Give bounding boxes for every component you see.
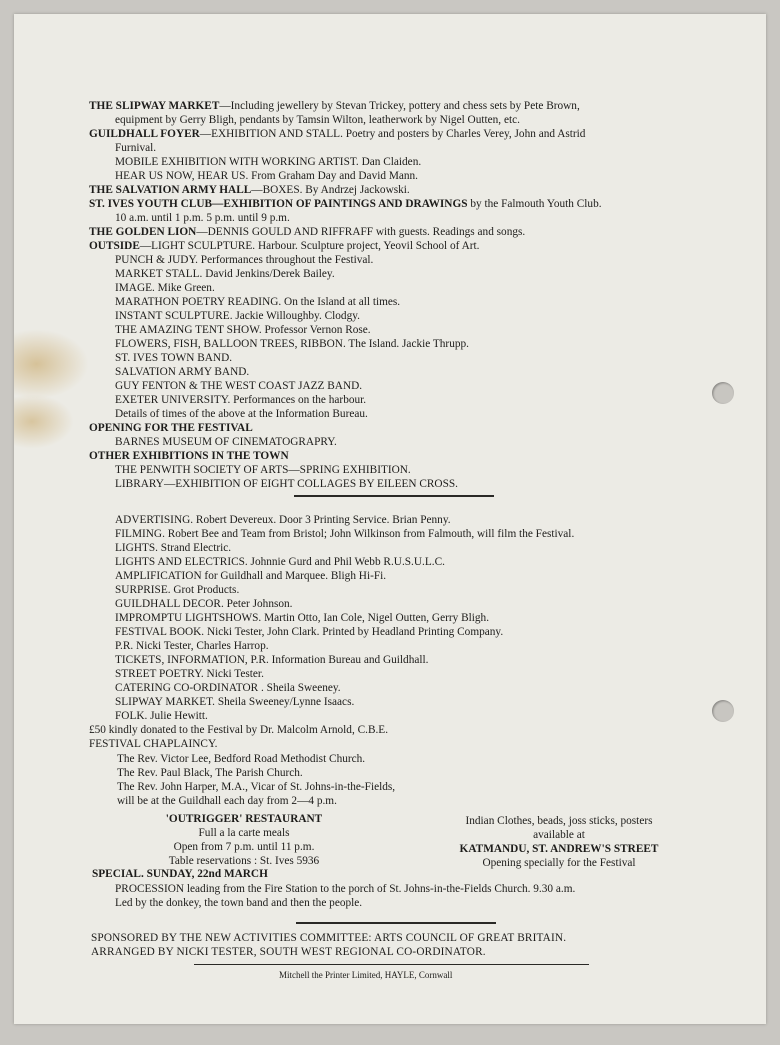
credit-line: LIGHTS AND ELECTRICS. Johnnie Gurd and Phil Webb R.U.S.U.L.C.: [115, 556, 445, 568]
other-exhibition-item: THE PENWITH SOCIETY OF ARTS—SPRING EXHIBITION.: [115, 464, 411, 476]
credit-line: ADVERTISING. Robert Devereux. Door 3 Printing Service. Brian Penny.: [115, 514, 451, 526]
venue-text: —DENNIS GOULD AND RIFFRAFF with guests. Readings and songs.: [196, 226, 526, 238]
restaurant-name: 'OUTRIGGER' RESTAURANT: [165, 813, 323, 825]
credit-line: LIGHTS. Strand Electric.: [115, 542, 232, 554]
opening-heading: OPENING FOR THE FESTIVAL: [89, 422, 253, 434]
venue-heading: THE GOLDEN LION: [89, 226, 197, 238]
venue-heading: OUTSIDE: [89, 240, 140, 252]
chaplaincy-item: The Rev. Paul Black, The Parish Church.: [117, 767, 303, 779]
outside-item: MARATHON POETRY READING. On the Island at all times.: [115, 296, 401, 308]
venue-text: —LIGHT SCULPTURE. Harbour. Sculpture project, Yeovil School of Art.: [139, 240, 480, 252]
outside-item: IMAGE. Mike Green.: [115, 282, 215, 294]
credit-line: SURPRISE. Grot Products.: [115, 584, 240, 596]
outside-item: INSTANT SCULPTURE. Jackie Willoughby. Clodgy.: [115, 310, 360, 322]
outside-entry: [89, 240, 479, 253]
guildhall-cont: Furnival.: [115, 142, 157, 154]
outside-item: THE AMAZING TENT SHOW. Professor Vernon Rose.: [115, 324, 371, 336]
outside-item: ST. IVES TOWN BAND.: [115, 352, 233, 364]
restaurant-advert: [124, 812, 364, 868]
venue-text: —Including jewellery by Stevan Trickey, pottery and chess sets by Pete Brown,: [219, 100, 580, 112]
divider: [194, 964, 589, 965]
slipway-cont: equipment by Gerry Bligh, pendants by Tamsin Wilton, leatherwork by Nigel Outten, etc.: [115, 114, 520, 126]
credit-line: GUILDHALL DECOR. Peter Johnson.: [115, 598, 293, 610]
outside-item: FLOWERS, FISH, BALLOON TREES, RIBBON. The Island. Jackie Thrupp.: [115, 338, 469, 350]
divider: [294, 495, 494, 497]
programme-page: [14, 14, 766, 1024]
opening-item: BARNES MUSEUM OF CINEMATOGRAPRY.: [115, 436, 337, 448]
hear-us: HEAR US NOW, HEAR US. From Graham Day and David Mann.: [115, 170, 419, 182]
stain: [14, 329, 89, 399]
outside-item: GUY FENTON & THE WEST COAST JAZZ BAND.: [115, 380, 363, 392]
outside-item: PUNCH & JUDY. Performances throughout the Festival.: [115, 254, 374, 266]
katmandu-line: Opening specially for the Festival: [482, 857, 636, 869]
credit-line: FILMING. Robert Bee and Team from Bristol; John Wilkinson from Falmouth, will film the Festival.: [115, 528, 575, 540]
credit-line: CATERING CO-ORDINATOR . Sheila Sweeney.: [115, 682, 341, 694]
chaplaincy-item: The Rev. John Harper, M.A., Vicar of St. Johns-in-the-Fields,: [117, 781, 396, 793]
punch-hole: [712, 382, 734, 404]
credit-line: AMPLIFICATION for Guildhall and Marquee. Bligh Hi-Fi.: [115, 570, 387, 582]
katmandu-line: Indian Clothes, beads, joss sticks, posters: [465, 815, 653, 827]
outside-item: Details of times of the above at the Information Bureau.: [115, 408, 368, 420]
youth-club-entry: [89, 198, 602, 211]
chaplaincy-item: The Rev. Victor Lee, Bedford Road Methodist Church.: [117, 753, 366, 765]
venue-text: —BOXES. By Andrzej Jackowski.: [251, 184, 410, 196]
katmandu-name: KATMANDU, ST. ANDREW'S STREET: [459, 843, 659, 855]
outside-item: EXETER UNIVERSITY. Performances on the harbour.: [115, 394, 367, 406]
salvation-entry: [89, 184, 410, 197]
venue-heading: THE SLIPWAY MARKET: [89, 100, 220, 112]
youth-club-times: 10 a.m. until 1 p.m. 5 p.m. until 9 p.m.: [115, 212, 290, 224]
credit-line: FOLK. Julie Hewitt.: [115, 710, 208, 722]
venue-text: by the Falmouth Youth Club.: [467, 198, 602, 210]
credit-line: SLIPWAY MARKET. Sheila Sweeney/Lynne Isaacs.: [115, 696, 355, 708]
slipway-entry: [89, 100, 580, 113]
restaurant-line: Full a la carte meals: [198, 827, 290, 839]
venue-heading: ST. IVES YOUTH CLUB—EXHIBITION OF PAINTINGS AND DRAWINGS: [89, 198, 468, 210]
punch-hole: [712, 700, 734, 722]
sponsor-line: ARRANGED BY NICKI TESTER, SOUTH WEST REGIONAL CO-ORDINATOR.: [91, 946, 486, 958]
credit-line: IMPROMPTU LIGHTSHOWS. Martin Otto, Ian Cole, Nigel Outten, Gerry Bligh.: [115, 612, 490, 624]
venue-heading: GUILDHALL FOYER: [89, 128, 200, 140]
guildhall-entry: [89, 128, 585, 141]
divider: [296, 922, 496, 924]
mobile-exhibition: MOBILE EXHIBITION WITH WORKING ARTIST. Dan Claiden.: [115, 156, 422, 168]
credit-line: TICKETS, INFORMATION, P.R. Information Bureau and Guildhall.: [115, 654, 429, 666]
venue-heading: THE SALVATION ARMY HALL: [89, 184, 252, 196]
chaplaincy-item: will be at the Guildhall each day from 2—4 p.m.: [117, 795, 337, 807]
stain: [14, 394, 74, 449]
special-line: PROCESSION leading from the Fire Station to the porch of St. Johns-in-the-Fields Church. 9.30 a.m.: [115, 883, 576, 895]
credit-line: FESTIVAL BOOK. Nicki Tester, John Clark. Printed by Headland Printing Company.: [115, 626, 504, 638]
venue-text: —EXHIBITION AND STALL. Poetry and posters by Charles Verey, John and Astrid: [199, 128, 586, 140]
sponsor-line: SPONSORED BY THE NEW ACTIVITIES COMMITTEE: ARTS COUNCIL OF GREAT BRITAIN.: [91, 932, 567, 944]
other-exhibition-item: LIBRARY—EXHIBITION OF EIGHT COLLAGES BY EILEEN CROSS.: [115, 478, 458, 490]
other-exhibitions-heading: OTHER EXHIBITIONS IN THE TOWN: [89, 450, 289, 462]
restaurant-line: Open from 7 p.m. until 11 p.m.: [173, 841, 315, 853]
outside-item: SALVATION ARMY BAND.: [115, 366, 250, 378]
golden-lion-entry: [89, 226, 525, 239]
special-heading: SPECIAL. SUNDAY, 22nd MARCH: [92, 868, 268, 880]
credit-line: STREET POETRY. Nicki Tester.: [115, 668, 264, 680]
printer-credit: Mitchell the Printer Limited, HAYLE, Cornwall: [279, 970, 453, 980]
katmandu-line: available at: [533, 829, 585, 841]
restaurant-line: Table reservations : St. Ives 5936: [168, 855, 320, 867]
donation-line: £50 kindly donated to the Festival by Dr. Malcolm Arnold, C.B.E.: [89, 724, 389, 736]
special-line: Led by the donkey, the town band and then the people.: [115, 897, 363, 909]
outside-item: MARKET STALL. David Jenkins/Derek Bailey.: [115, 268, 335, 280]
credit-line: P.R. Nicki Tester, Charles Harrop.: [115, 640, 269, 652]
katmandu-advert: [429, 814, 689, 870]
chaplaincy-heading: FESTIVAL CHAPLAINCY.: [89, 738, 218, 750]
